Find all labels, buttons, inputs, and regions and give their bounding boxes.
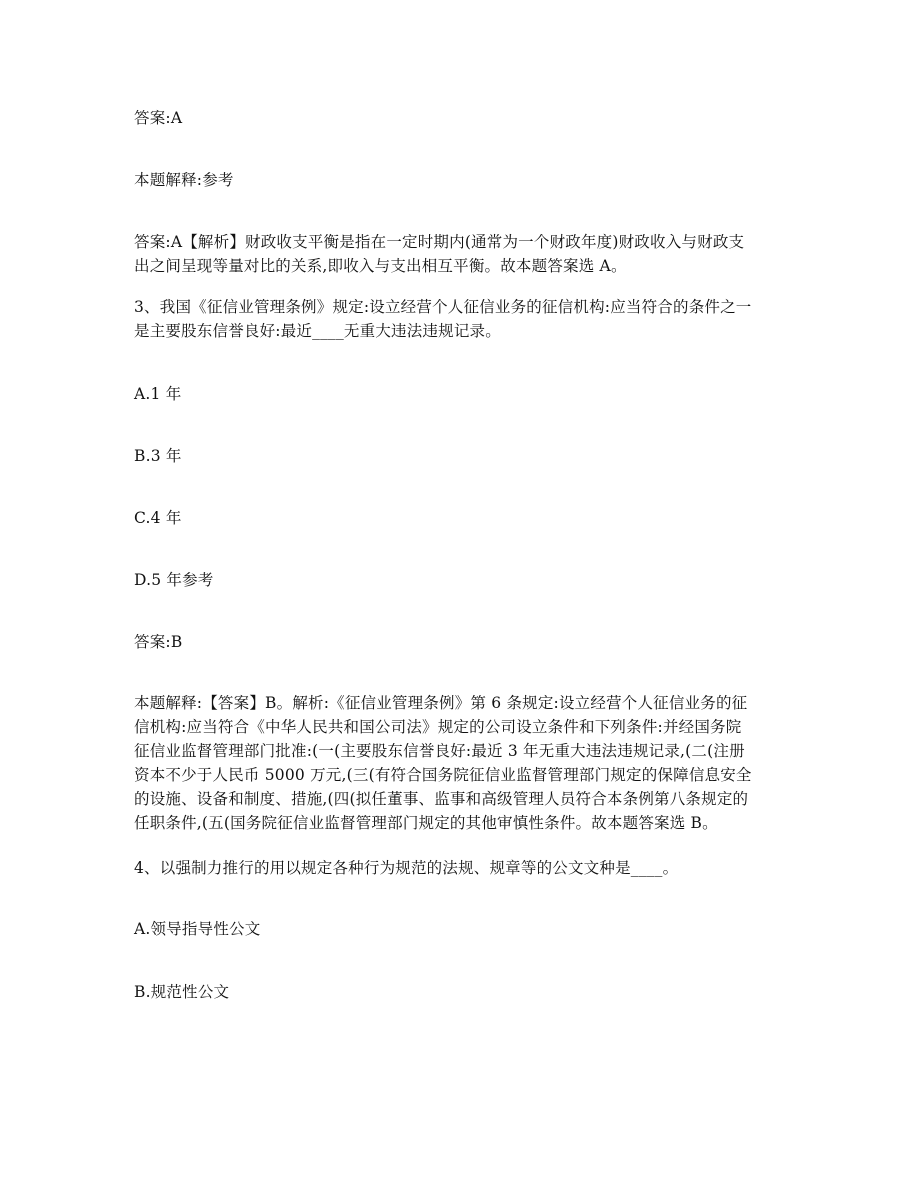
question-4: 4、以强制力推行的用以规定各种行为规范的法规、规章等的公文文种是____。 [134, 859, 679, 877]
q3-option-b: B.3 年 [134, 447, 182, 465]
q3-option-c: C.4 年 [134, 509, 182, 527]
question-3-line: 是主要股东信誉良好:最近____无重大违法违规记录。 [134, 322, 501, 340]
explanation-2-line: 资本不少于人民币 5000 万元,(三(有符合国务院征信业监督管理部门规定的保障信息安全 [134, 766, 752, 784]
explanation-2-line: 征信业监督管理部门批准:(一(主要股东信誉良好:最近 3 年无重大违法违规记录,(二(注册 [134, 742, 745, 760]
explanation-2-line: 本题解释:【答案】B。解析:《征信业管理条例》第 6 条规定:设立经营个人征信业务的征 [134, 694, 748, 712]
q3-option-d: D.5 年参考 [134, 571, 214, 589]
explanation-1-line: 答案:A【解析】财政收支平衡是指在一定时期内(通常为一个财政年度)财政收入与财政支 [134, 233, 745, 251]
q4-option-b: B.规范性公文 [134, 983, 230, 1001]
explanation-paragraph-1 [134, 230, 786, 278]
explanation-label: 本题解释:参考 [134, 171, 234, 189]
answer-line-a: 答案:A [134, 109, 183, 127]
explanation-2-line: 任职条件,(五(国务院征信业监督管理部门规定的其他审慎性条件。故本题答案选 B。 [134, 814, 718, 832]
answer-line-b: 答案:B [134, 633, 183, 651]
q3-option-a: A.1 年 [134, 385, 182, 403]
explanation-1-line: 出之间呈现等量对比的关系,即收入与支出相互平衡。故本题答案选 A。 [134, 257, 627, 275]
question-3-line: 3、我国《征信业管理条例》规定:设立经营个人征信业务的征信机构:应当符合的条件之一 [134, 298, 752, 316]
explanation-paragraph-2 [134, 691, 786, 835]
explanation-2-line: 信机构:应当符合《中华人民共和国公司法》规定的公司设立条件和下列条件:并经国务院 [134, 718, 742, 736]
q4-option-a: A.领导指导性公文 [134, 920, 261, 938]
question-3 [134, 295, 786, 343]
explanation-2-line: 的设施、设备和制度、措施,(四(拟任董事、监事和高级管理人员符合本条例第八条规定的 [134, 790, 749, 808]
